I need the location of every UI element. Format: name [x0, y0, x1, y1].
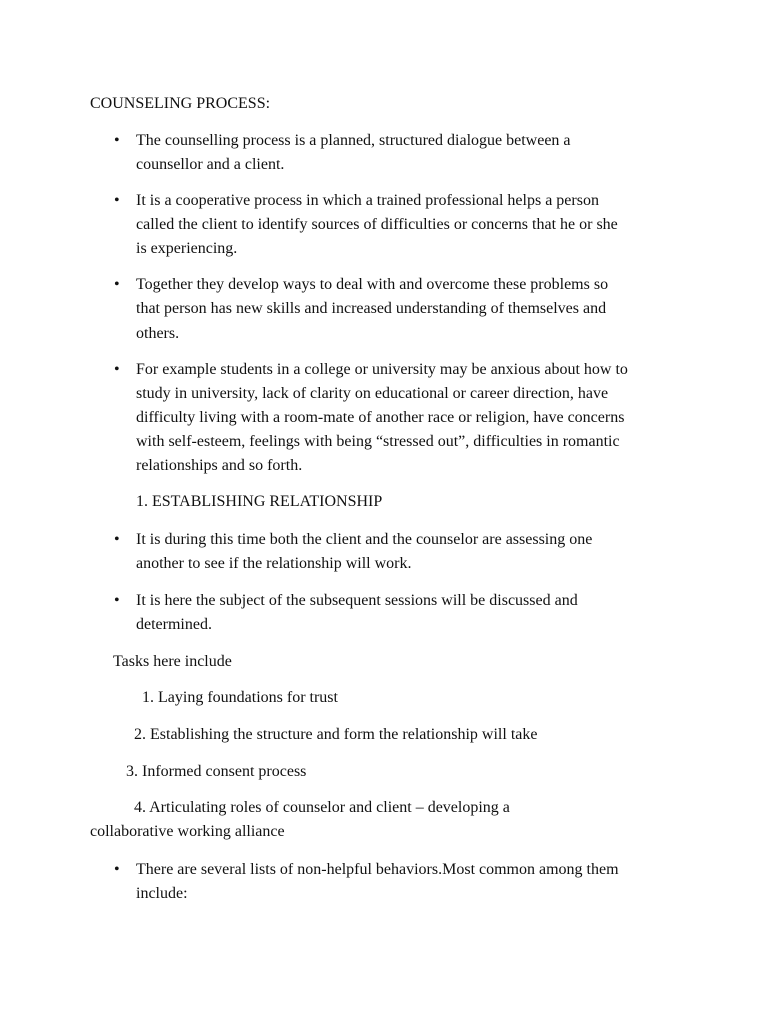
bullet-text-line: It is a cooperative process in which a trained professional helps a person	[136, 192, 599, 209]
bullet-marker: •	[114, 276, 120, 293]
bullet-text-line: Together they develop ways to deal with and overcome these problems so	[136, 276, 609, 293]
task-item: 3. Informed consent process	[126, 763, 307, 780]
bullet-marker: •	[114, 361, 120, 378]
bullet-marker: •	[114, 192, 120, 209]
task-item-continuation: collaborative working alliance	[90, 823, 285, 840]
tasks-label: Tasks here include	[113, 653, 232, 670]
section-heading: COUNSELING PROCESS:	[90, 95, 271, 112]
bullet-marker: •	[114, 132, 120, 149]
bullet-text-line: called the client to identify sources of difficulties or concerns that he or she	[136, 216, 618, 233]
bullet-text-line: The counselling process is a planned, structured dialogue between a	[136, 132, 571, 149]
bullet-text-line: For example students in a college or university may be anxious about how to	[136, 361, 628, 378]
section-title-establishing-relationship: 1. ESTABLISHING RELATIONSHIP	[136, 493, 383, 510]
bullet-marker: •	[114, 592, 120, 609]
bullet-text-line: It is here the subject of the subsequent sessions will be discussed and	[136, 592, 578, 609]
bullet-text-line: relationships and so forth.	[136, 457, 303, 474]
bullet-marker: •	[114, 861, 120, 878]
bullet-text-line: determined.	[136, 616, 212, 633]
bullet-marker: •	[114, 531, 120, 548]
bullet-text-line: It is during this time both the client and the counselor are assessing one	[136, 531, 593, 548]
task-item: 2. Establishing the structure and form the relationship will take	[134, 726, 538, 743]
task-item: 4. Articulating roles of counselor and client – developing a	[134, 799, 510, 816]
bullet-text-line: another to see if the relationship will work.	[136, 555, 412, 572]
bullet-text-line: is experiencing.	[136, 240, 238, 257]
bullet-text-line: study in university, lack of clarity on educational or career direction, have	[136, 385, 609, 402]
task-item: 1. Laying foundations for trust	[142, 689, 338, 706]
bullet-text-line: There are several lists of non-helpful behaviors.Most common among them	[136, 861, 619, 878]
bullet-text-line: that person has new skills and increased understanding of themselves and	[136, 300, 607, 317]
bullet-text-line: others.	[136, 325, 180, 342]
bullet-text-line: with self-esteem, feelings with being “stressed out”, difficulties in romantic	[136, 433, 620, 450]
bullet-text-line: include:	[136, 885, 188, 902]
bullet-text-line: difficulty living with a room-mate of another race or religion, have concerns	[136, 409, 625, 426]
bullet-text-line: counsellor and a client.	[136, 156, 285, 173]
